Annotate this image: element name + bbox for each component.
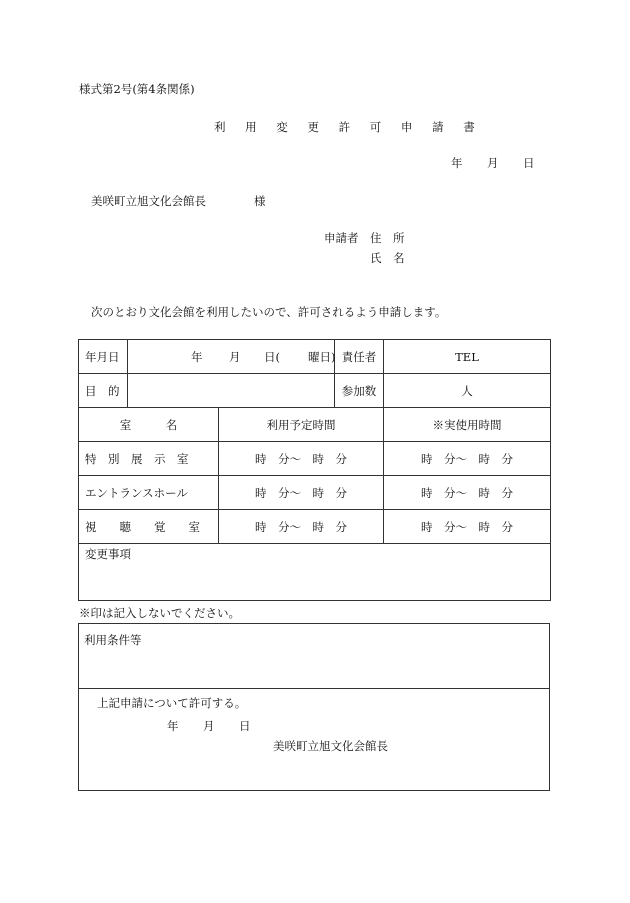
purpose-field[interactable] xyxy=(128,374,335,408)
table-row xyxy=(79,340,551,374)
actual-time-field[interactable]: 時 分〜 時 分 xyxy=(384,510,551,544)
changes-label: 変更事項 xyxy=(85,547,131,561)
intro-text: 次のとおり文化会館を利用したいので、許可されるよう申請します。 xyxy=(91,305,447,319)
actual-time-column-header: ※実使用時間 xyxy=(384,408,551,442)
note-text: ※印は記入しないでください。 xyxy=(79,606,240,620)
table-row xyxy=(79,442,551,476)
table-row xyxy=(79,374,551,408)
room-name-cell: エントランスホール xyxy=(79,476,219,510)
planned-time-column-header: 利用予定時間 xyxy=(219,408,384,442)
planned-time-field[interactable]: 時 分〜 時 分 xyxy=(219,476,384,510)
responsible-label-cell: 責任者 xyxy=(335,340,384,374)
room-name-cell: 特 別 展 示 室 xyxy=(79,442,219,476)
changes-field[interactable] xyxy=(79,544,551,601)
planned-time-field[interactable]: 時 分〜 時 分 xyxy=(219,510,384,544)
approval-text: 上記申請について許可する。 xyxy=(97,696,247,710)
approval-year-label: 年 xyxy=(167,719,179,733)
form-number: 様式第2号(第4条関係) xyxy=(79,82,195,96)
attendees-label-cell: 参加数 xyxy=(335,374,384,408)
table-year-label: 年 xyxy=(191,350,203,364)
date-field[interactable] xyxy=(128,340,335,374)
document-title: 利 用 変 更 許 可 申 請 書 xyxy=(214,120,483,134)
table-header-row xyxy=(79,408,551,442)
planned-time-field[interactable]: 時 分〜 時 分 xyxy=(219,442,384,476)
actual-time-field[interactable]: 時 分〜 時 分 xyxy=(384,442,551,476)
date-label-cell: 年月日 xyxy=(79,340,128,374)
approval-day-label: 日 xyxy=(239,719,251,733)
tel-field[interactable]: TEL xyxy=(384,340,551,374)
approval-issuer: 美咲町立旭文化会館長 xyxy=(273,739,388,753)
approval-divider xyxy=(79,688,549,689)
table-row xyxy=(79,510,551,544)
applicant-address-label: 住 所 xyxy=(370,231,405,245)
attendees-field[interactable]: 人 xyxy=(384,374,551,408)
date-year-label: 年 xyxy=(451,156,463,170)
applicant-name-label: 氏 名 xyxy=(370,251,405,265)
date-month-label: 月 xyxy=(487,156,499,170)
table-month-label: 月 xyxy=(229,350,241,364)
room-name-cell: 視 聴 覚 室 xyxy=(79,510,219,544)
date-day-label: 日 xyxy=(523,156,535,170)
applicant-label: 申請者 xyxy=(324,231,359,245)
approval-month-label: 月 xyxy=(203,719,215,733)
purpose-label-cell: 目 的 xyxy=(79,374,128,408)
table-weekday-label: 曜日) xyxy=(308,350,336,364)
addressee-name: 美咲町立旭文化会館長 xyxy=(91,194,206,208)
room-column-header: 室 名 xyxy=(79,408,219,442)
application-table xyxy=(78,339,551,601)
actual-time-field[interactable]: 時 分〜 時 分 xyxy=(384,476,551,510)
addressee-honorific: 様 xyxy=(254,194,266,208)
table-row xyxy=(79,544,551,601)
approval-box xyxy=(78,623,550,791)
conditions-label: 利用条件等 xyxy=(84,633,142,647)
table-day-label: 日( xyxy=(264,350,280,364)
table-row xyxy=(79,476,551,510)
